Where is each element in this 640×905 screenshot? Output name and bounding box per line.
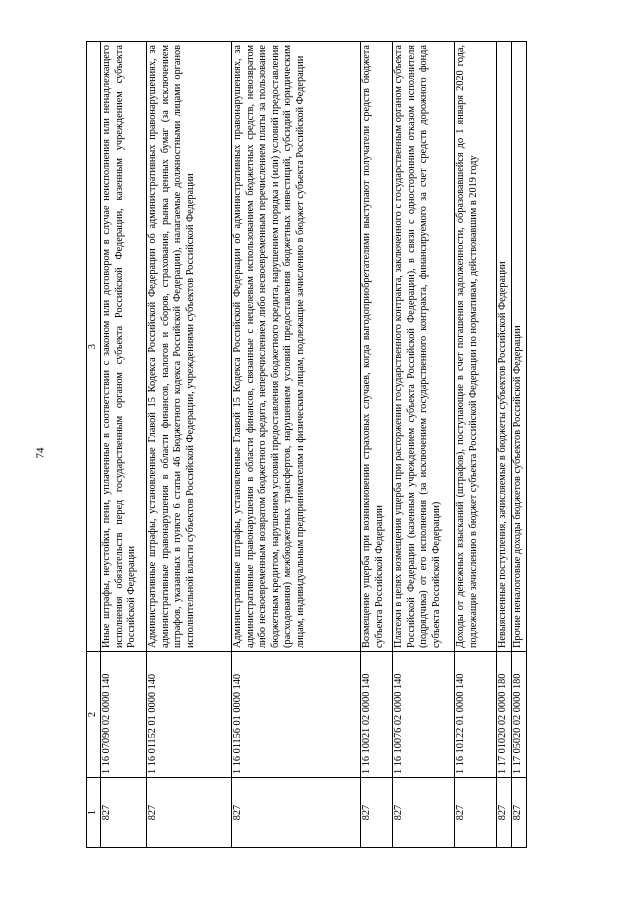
header-col-2: 2 [87, 652, 101, 778]
admin-code-cell: 827 [101, 778, 147, 848]
income-name-cell: Возмещение ущерба при возникновении страховых случаев, когда выгодоприобретателями выступают получатели средств бюджета субъекта Российской Федерации [361, 42, 393, 652]
income-name-cell: Платежи в целях возмещения ущерба при расторжении государственного контракта, заключенного с государственным органом субъекта Российской Федерации (казенным учреждением субъекта Российской Федерации), в связи с односторонним отказом исполнителя (подрядчика) от его исполнения (за исключением государственного контракта, финансируемого за счет средств дорожного фонда субъекта Российской Федерации) [393, 42, 455, 652]
income-name-cell: Иные штрафы, неустойки, пени, уплаченные в соответствии с законом или договором в случае неисполнения или ненадлежащего исполнения обязательств перед государственным органом субъекта Российской Федерации, казенным учреждением субъекта Российской Федерации [101, 42, 147, 652]
admin-code-cell: 827 [512, 778, 527, 848]
budget-code-cell: 1 16 10076 02 0000 140 [393, 652, 455, 778]
table-row [393, 42, 455, 848]
header-col-1: 1 [87, 778, 101, 848]
admin-code-cell: 827 [147, 778, 232, 848]
table-row [361, 42, 393, 848]
budget-code-cell: 1 16 10122 01 0000 140 [455, 652, 497, 778]
admin-code-cell: 827 [393, 778, 455, 848]
rotated-table-container [86, 42, 544, 848]
table-row [147, 42, 232, 848]
income-name-cell: Прочие неналоговые доходы бюджетов субъектов Российской Федерации [512, 42, 527, 652]
table-row [455, 42, 497, 848]
budget-codes-table [86, 41, 527, 848]
table-header-row [87, 42, 101, 848]
table-row [512, 42, 527, 848]
table-row [232, 42, 361, 848]
budget-code-cell: 1 16 07090 02 0000 140 [101, 652, 147, 778]
page-number: 74 [34, 447, 47, 459]
table-row [101, 42, 147, 848]
header-col-3: 3 [87, 42, 101, 652]
income-name-cell: Невыясненные поступления, зачисляемые в бюджеты субъектов Российской Федерации [497, 42, 512, 652]
budget-code-cell: 1 16 01152 01 0000 140 [147, 652, 232, 778]
admin-code-cell: 827 [497, 778, 512, 848]
income-name-cell: Административные штрафы, установленные Главой 15 Кодекса Российской Федерации об административных правонарушениях, за административные правонарушения в области финансов, связанные с нецелевым использованием бюджетных средств, невозвратом либо несвоевременным возвратом бюджетного кредита, неперечислением либо несвоевременным перечислением платы за пользование бюджетным кредитом, нарушением условий предоставления бюджетного кредита, нарушением порядка и (или) условий предоставления (расходования) межбюджетных трансфертов, нарушением условий предоставления бюджетных инвестиций, субсидий юридическим лицам, индивидуальным предпринимателям и физическим лицам, подлежащие зачислению в бюджет субъекта Российской Федерации [232, 42, 361, 652]
income-name-cell: Доходы от денежных взысканий (штрафов), поступающие в счет погашения задолженности, образовавшейся до 1 января 2020 года, подлежащие зачислению в бюджет субъекта Российской Федерации по нормативам, действовавшим в 2019 году [455, 42, 497, 652]
budget-code-cell: 1 16 01156 01 0000 140 [232, 652, 361, 778]
table-row [497, 42, 512, 848]
admin-code-cell: 827 [232, 778, 361, 848]
admin-code-cell: 827 [455, 778, 497, 848]
budget-code-cell: 1 17 05020 02 0000 180 [512, 652, 527, 778]
budget-code-cell: 1 17 01020 02 0000 180 [497, 652, 512, 778]
income-name-cell: Административные штрафы, установленные Главой 15 Кодекса Российской Федерации об административных правонарушениях, за административные правонарушения в области финансов, налогов и сборов, страхования, рынка ценных бумаг (за исключением штрафов, указанных в пункте 6 статьи 46 Бюджетного кодекса Российской Федерации), налагаемые должностными лицами органов исполнительной власти субъектов Российской Федерации, учреждениями субъектов Российской Федерации [147, 42, 232, 652]
admin-code-cell: 827 [361, 778, 393, 848]
budget-code-cell: 1 16 10021 02 0000 140 [361, 652, 393, 778]
